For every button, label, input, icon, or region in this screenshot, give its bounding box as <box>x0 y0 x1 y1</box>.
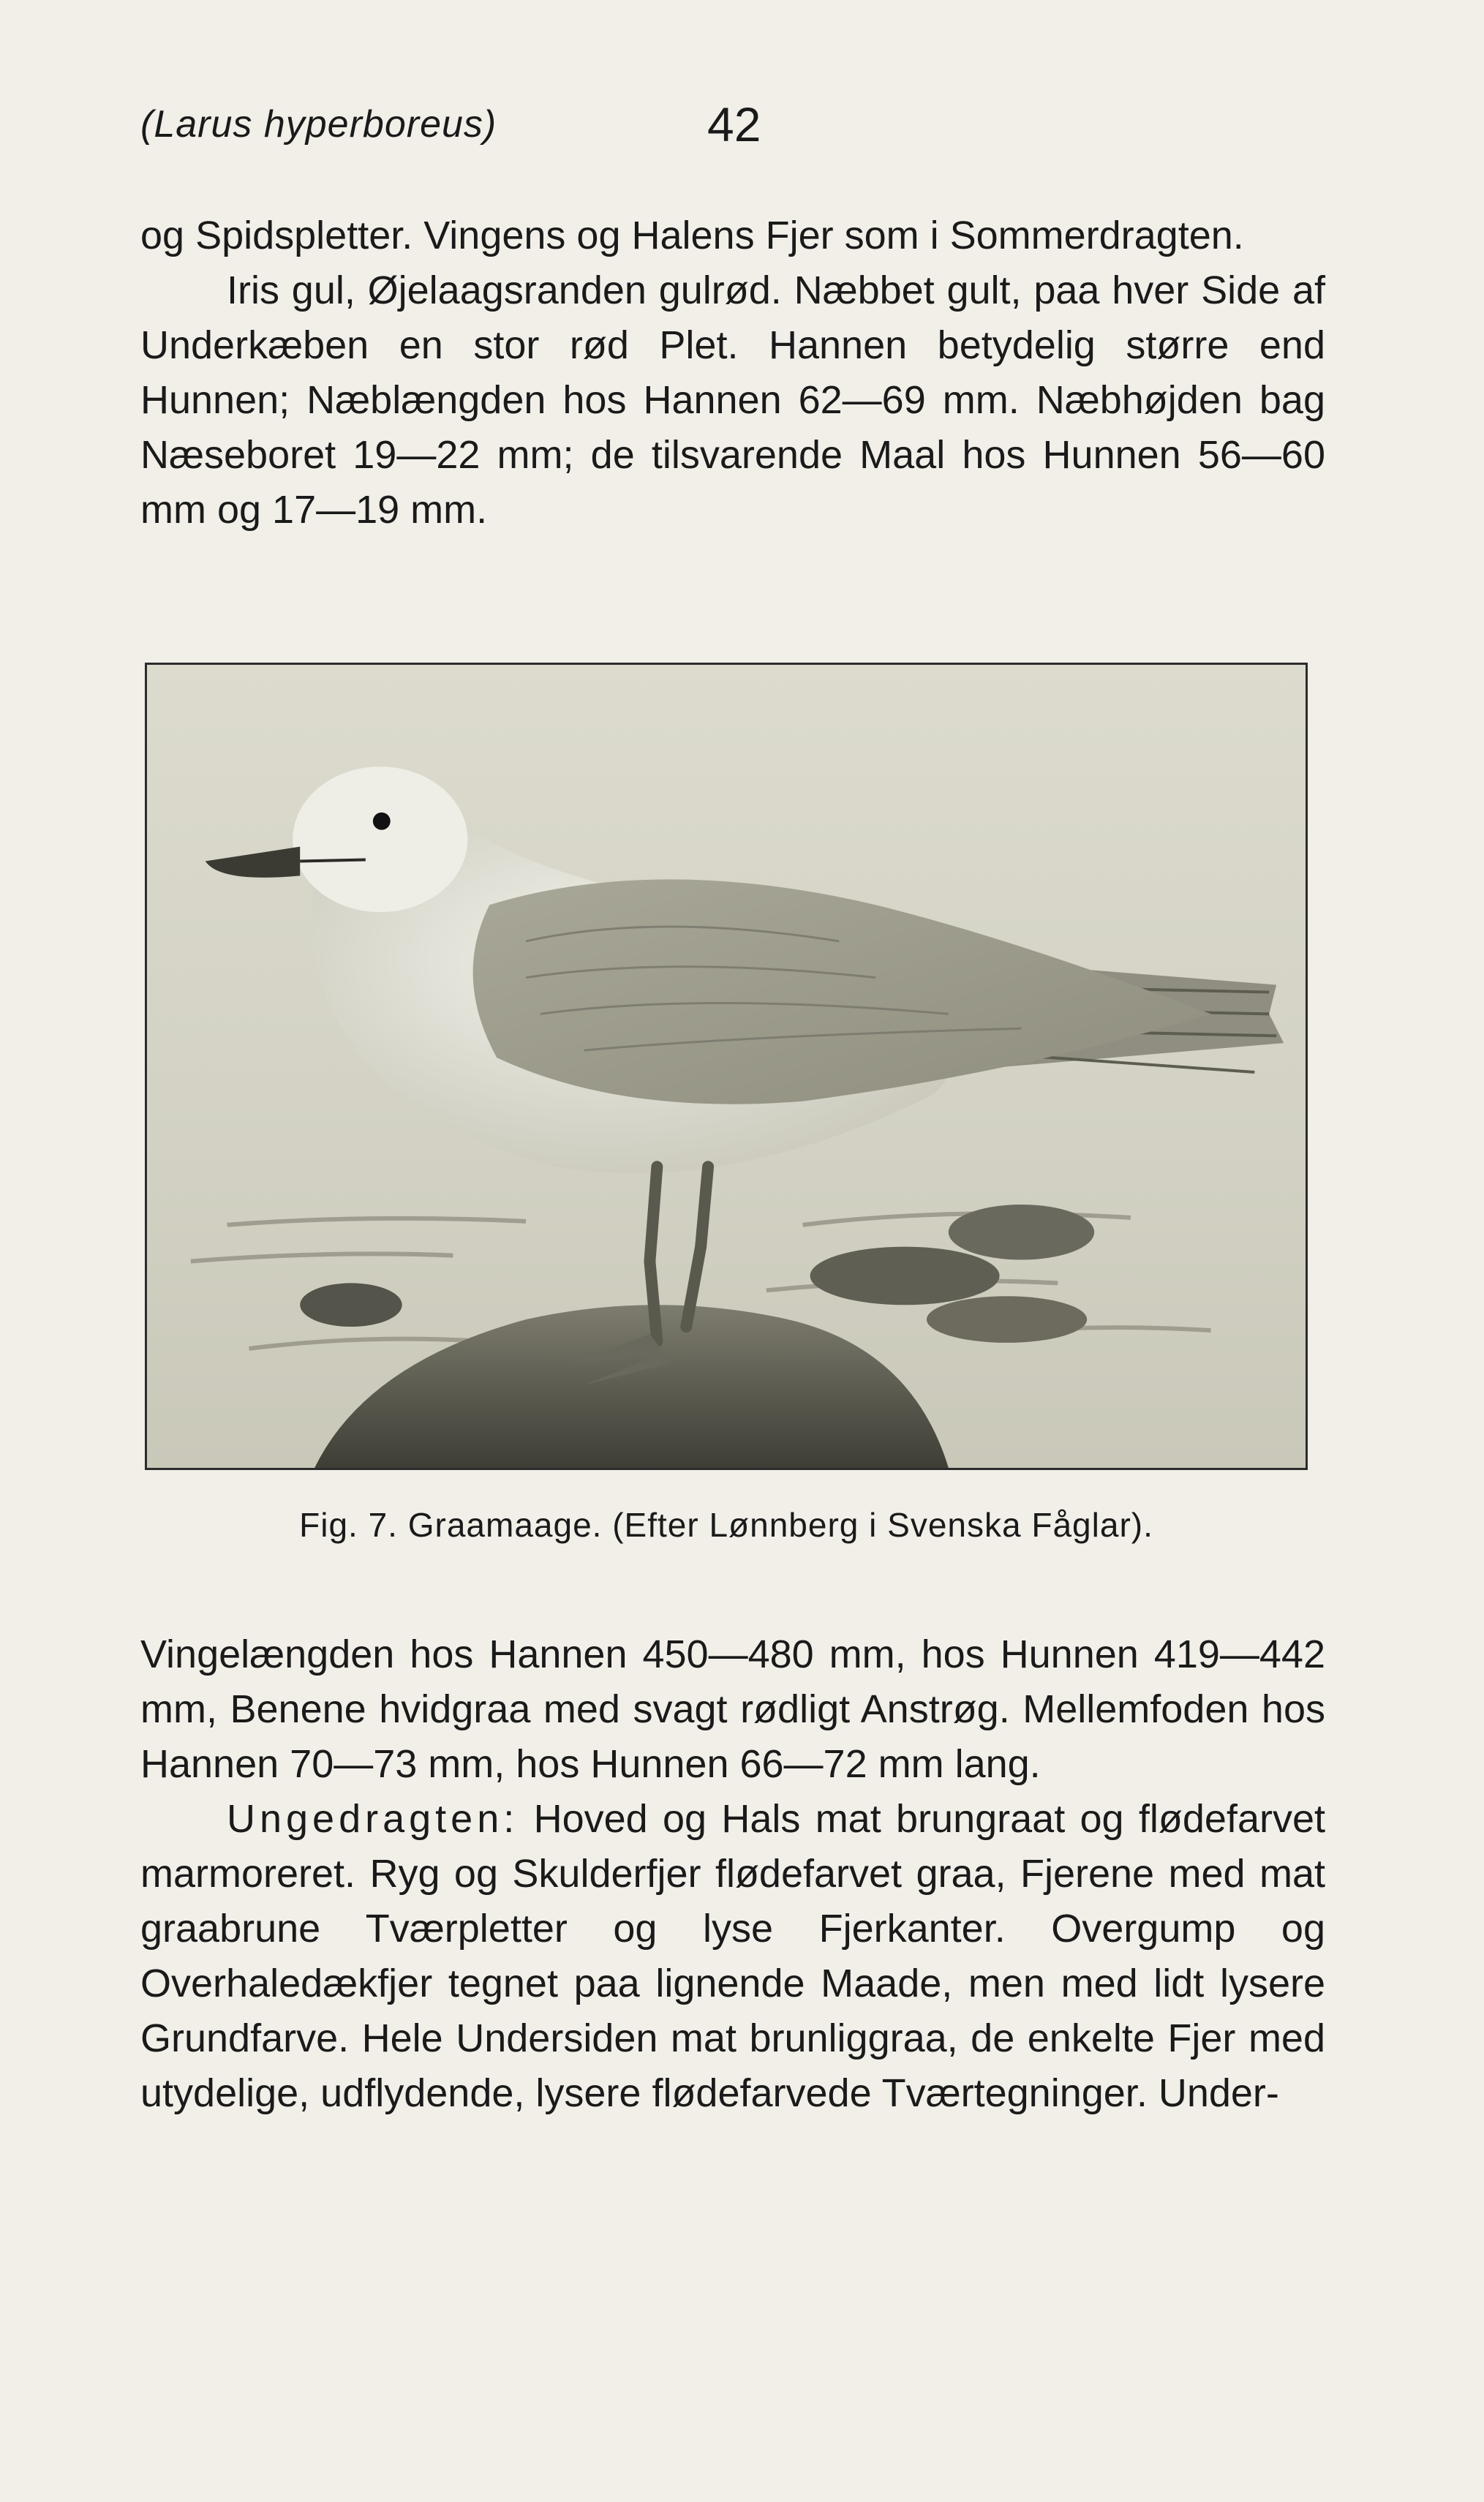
rock-right <box>810 1247 1000 1305</box>
paragraph <box>140 1792 1325 2121</box>
paragraph-body: Hoved og Hals mat brungraat og flødefarvet marmoreret. Ryg og Skulderfjer flødefarvet graa, Fjerene med mat graabrune Tværpletter og lyse Fjerkanter. Overgump og Overhaledækfjer tegnet paa lignende Maade, men med lidt lysere Grundfarve. Hele Undersiden mat brunliggraa, de enkelte Fjer med utydelige, udflydende, lysere flødefarvede Tværtegninger. Under- <box>140 1797 1325 2115</box>
rock-small <box>300 1283 402 1327</box>
paragraph: og Spidspletter. Vingens og Halens Fjer som i Sommerdragten. <box>140 214 1244 257</box>
paragraph-lead: Ungedragten: <box>227 1797 519 1841</box>
running-head: (Larus hyperboreus) <box>140 103 497 146</box>
page-header <box>140 97 1325 161</box>
page-number: 42 <box>707 97 761 151</box>
paragraph: Vingelængden hos Hannen 450—480 mm, hos Hunnen 419—442 mm, Benene hvidgraa med svagt rødligt Anstrøg. Mellemfoden hos Hannen 70—73 mm, hos Hunnen 66—72 mm lang. <box>140 1632 1325 1786</box>
gull-head <box>293 766 467 912</box>
text-block-top <box>140 208 1325 538</box>
gull-illustration <box>147 665 1306 1468</box>
figure-plate <box>145 663 1308 1470</box>
text-block-bottom <box>140 1627 1325 2121</box>
figure-caption: Fig. 7. Graamaage. (Efter Lønnberg i Svenska Fåglar). <box>299 1506 1153 1544</box>
gull-eye <box>373 813 391 830</box>
paragraph: Iris gul, Øjelaagsranden gulrød. Næbbet gult, paa hver Side af Underkæben en stor rød Plet. Hannen betydelig større end Hunnen; Næblængden hos Hannen 62—69 mm. Næbhøjden bag Næseboret 19—22 mm; de tilsvarende Maal hos Hunnen 56—60 mm og 17—19 mm. <box>140 268 1325 532</box>
